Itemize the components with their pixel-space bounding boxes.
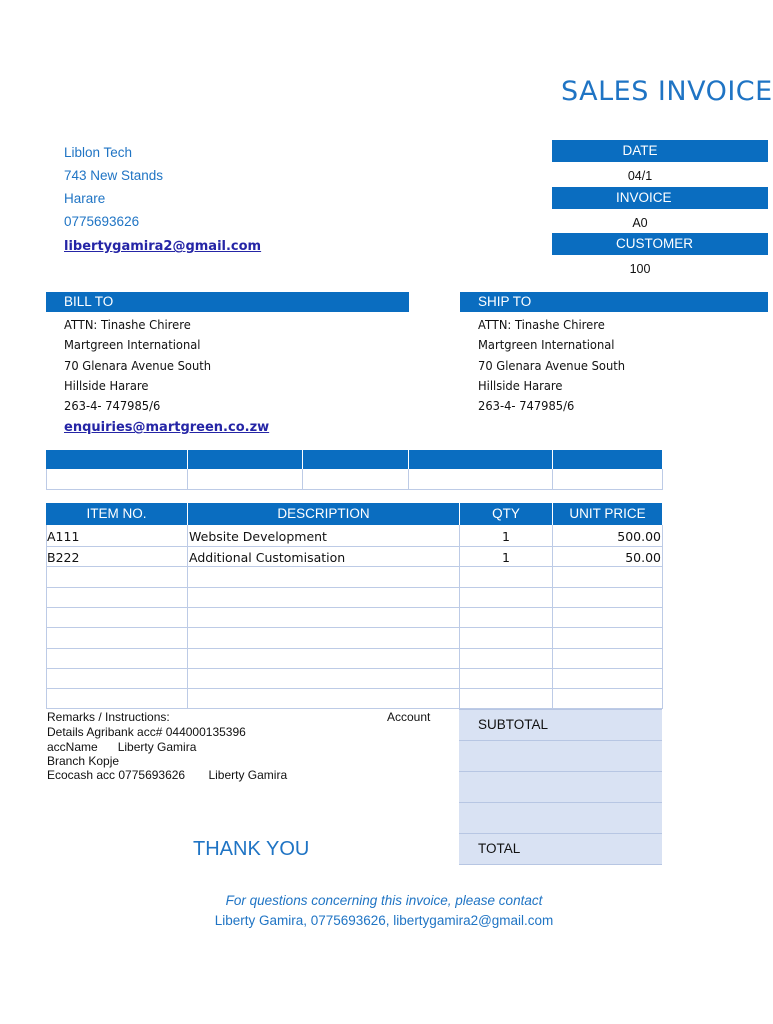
remarks-line: Ecocash acc 0775693626 Liberty Gamira (47, 768, 288, 782)
company-email[interactable]: libertygamira2@gmail.com (64, 239, 262, 254)
company-street: 743 New Stands (64, 168, 164, 183)
invoice-cell (552, 211, 768, 233)
remarks-account-label: Account (387, 710, 431, 724)
remarks-line: Branch Kopje (47, 754, 120, 768)
row-line (46, 546, 663, 547)
info-row-divider (302, 469, 303, 490)
info-row-divider (187, 469, 188, 490)
ship-to-line: 70 Glenara Avenue South (478, 358, 626, 373)
invoice-title: SALES INVOICE (561, 76, 773, 107)
date-cell (552, 164, 768, 186)
subtotal-label: SUBTOTAL (478, 717, 549, 732)
row-line (46, 688, 663, 689)
footer-line-1: For questions concerning this invoice, please contact (225, 893, 543, 908)
cell-unit-price: 500.00 (617, 529, 661, 544)
bill-to-email[interactable]: enquiries@martgreen.co.zw (64, 420, 270, 435)
info-table-header (46, 450, 662, 469)
info-row-divider (552, 469, 553, 490)
col-header-item-no: ITEM NO. (86, 506, 147, 521)
cell-item-no: A111 (47, 529, 80, 544)
ship-to-line: Martgreen International (478, 337, 615, 352)
customer-label: CUSTOMER (616, 236, 694, 251)
invoice-header (552, 187, 768, 209)
row-line (46, 627, 663, 628)
date-value: 04/1 (627, 169, 653, 183)
row-line (46, 668, 663, 669)
header-divider (459, 503, 460, 525)
col-header-qty: QTY (492, 506, 520, 521)
col-header-description: DESCRIPTION (277, 506, 370, 521)
row-line (46, 566, 663, 567)
row-line (46, 587, 663, 588)
ship-to-label: SHIP TO (478, 294, 532, 309)
header-divider (187, 503, 188, 525)
remarks-line: accName Liberty Gamira (47, 740, 197, 754)
bill-to-line: 70 Glenara Avenue South (64, 358, 212, 373)
ship-to-line: Hillside Harare (478, 378, 563, 393)
bill-to-line: Hillside Harare (64, 378, 149, 393)
remarks-line: Details Agribank acc# 044000135396 (47, 725, 246, 739)
remarks-line: Remarks / Instructions: (47, 710, 170, 724)
ship-to-line: 263-4- 747985/6 (478, 398, 575, 413)
totals-blank-box (459, 740, 662, 772)
cell-unit-price: 50.00 (625, 550, 661, 565)
company-phone: 0775693626 (64, 214, 140, 229)
total-box (459, 833, 662, 865)
date-header (552, 140, 768, 162)
customer-cell (552, 257, 768, 279)
footer-line-2: Liberty Gamira, 0775693626, libertygamira2@gmail.com (214, 913, 554, 928)
cell-item-no: B222 (47, 550, 80, 565)
col-header-unit-price: UNIT PRICE (569, 506, 646, 521)
subtotal-box (459, 709, 662, 741)
row-line (46, 607, 663, 608)
col-line (187, 525, 188, 709)
ship-to-header (460, 292, 768, 312)
ship-to-line: ATTN: Tinashe Chirere (478, 317, 605, 332)
info-row-divider (46, 469, 47, 490)
company-city: Harare (64, 191, 106, 206)
bill-to-line: 263-4- 747985/6 (64, 398, 161, 413)
customer-value: 100 (629, 262, 651, 276)
col-line (662, 525, 663, 709)
company-name: Liblon Tech (64, 145, 133, 160)
total-label: TOTAL (478, 841, 521, 856)
company-email-link[interactable] (64, 237, 261, 255)
info-row-divider (662, 469, 663, 490)
bill-to-header (46, 292, 409, 312)
info-row-bottom (46, 489, 663, 490)
row-line (46, 648, 663, 649)
totals-blank-box (459, 802, 662, 834)
info-row-divider (408, 469, 409, 490)
totals-blank-box (459, 771, 662, 803)
bill-to-line: Martgreen International (64, 337, 201, 352)
bill-to-line: ATTN: Tinashe Chirere (64, 317, 191, 332)
cell-qty: 1 (502, 550, 510, 565)
date-label: DATE (622, 143, 658, 158)
cell-description: Additional Customisation (189, 550, 346, 565)
thank-you-text: THANK YOU (193, 838, 310, 860)
invoice-value: A0 (632, 216, 648, 230)
customer-header (552, 233, 768, 255)
bill-to-label: BILL TO (64, 294, 114, 309)
cell-qty: 1 (502, 529, 510, 544)
header-divider (552, 503, 553, 525)
invoice-label: INVOICE (616, 190, 672, 205)
bill-to-email-link[interactable] (64, 418, 269, 436)
cell-description: Website Development (189, 529, 327, 544)
